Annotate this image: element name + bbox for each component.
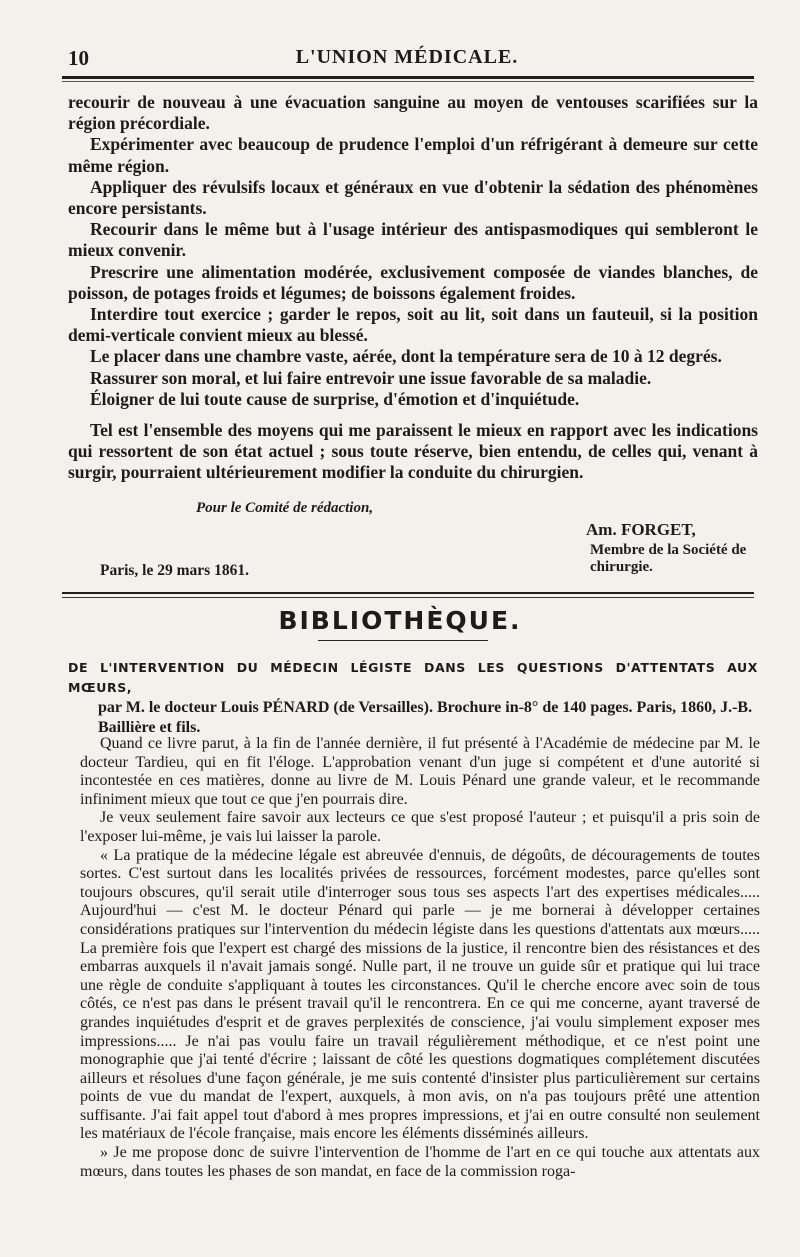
section-title: BIBLIOTHÈQUE. [278,606,522,635]
review-text [80,735,760,1181]
recommendation: Recourir dans le même but à l'usage intérieur des antispasmodiques qui sembleront le mieux convenir. [68,219,758,261]
page-number: 10 [68,46,89,70]
recommendation: Prescrire une alimentation modérée, exclusivement composée de viandes blanches, de poisson, de potages froids et légumes; de boissons également froides. [68,261,758,303]
header-rule [62,76,754,79]
recommendation: recourir de nouveau à une évacuation sanguine au moyen de ventouses scarifiées sur la région précordiale. [68,92,758,134]
header-rule-thin [62,81,754,82]
committee-line: Pour le Comité de rédaction, [196,500,374,516]
recommendation: Appliquer des révulsifs locaux et généraux en vue d'obtenir la sédation des phénomènes encore persistants. [68,176,758,219]
review-paragraph: Je veux seulement faire savoir aux lecteurs ce que s'est proposé l'auteur ; et puisqu'il a pris soin de l'exposer lui-même, je vais lui laisser la parole. [80,809,760,845]
signature-block [68,500,758,590]
recommendation: Expérimenter avec beaucoup de prudence l'emploi d'un réfrigérant à demeure sur cette même région. [68,134,758,176]
recommendation: Le placer dans une chambre vaste, aérée, dont la température sera de 10 à 12 degrés. [90,346,722,367]
review-paragraph: Quand ce livre parut, à la fin de l'année dernière, il fut présenté à l'Académie de médecine par M. le docteur Tardieu, qui en fit l'éloge. L'approbation venant d'un juge si compétent et d'une autorité si incontestée en ces matières, donne au livre de M. Louis Pénard une grande valeur, et le recommande infiniment mieux que tout ce que j'en pourrais dire. [80,735,760,808]
signature-author: Am. FORGET, [586,520,696,539]
book-entry [68,658,758,738]
recommendation: Éloigner de lui toute cause de surprise, d'émotion et d'inquiétude. [90,388,580,409]
page-header [62,44,752,76]
signature-membership: Membre de la Société de chirurgie. [590,542,747,575]
recommendation: Rassurer son moral, et lui faire entrevoir une issue favorable de sa maladie. [90,367,652,388]
review-paragraph: » Je me propose donc de suivre l'intervention de l'homme de l'art en ce qui touche aux attentats aux mœurs, dans toutes les phases de son mandat, en face de la commission roga- [80,1144,760,1180]
recommendation: Interdire tout exercice ; garder le repos, soit au lit, soit dans un fauteuil, si la position demi-verticale convient mieux au blessé. [68,304,758,346]
book-reference: par M. le docteur Louis PÉNARD (de Versailles). Brochure in-8° de 140 pages. Paris, 1860, J.-B. Baillière et fils. [98,699,753,736]
review-paragraph: « La pratique de la médecine légale est abreuvée d'ennuis, de dégoûts, de découragements de toutes sortes. C'est surtout dans les localités privées de ressources, forcément modestes, parce qu'elles sont toujours obscures, qu'il serait utile d'interroger sous tous ses aspects l'art des expertises médicales..... Aujourd'hui — c'est M. le docteur Pénard qui parle — je me bornerai à développer certaines considérations pratiques sur l'intervention du médecin légiste dans les questions d'attentats aux mœurs..... La première fois que l'expert est chargé des missions de la justice, il rencontre bien des résistances et des embarras auxquels il n'avait jamais songé. Nulle part, il ne trouve un guide sûr et pratique qui lui trace une règle de conduite s'appliquant à toutes les circonstances. Qu'il le cherche encore avec soin de tous côtés, ce n'est pas dans le présent travail qu'il le rencontrera. En ce qui me concerne, ayant traversé de grandes inquiétudes d'esprit et de graves perplexités de conscience, j'ai voulu simplement exposer mes impressions..... Je n'ai pas voulu faire un travail régulièrement méthodique, et ce n'est point une monographie que j'ai tenté d'écrire ; laissant de côté les questions dogmatiques complétement discutées ailleurs et résolues d'une façon générale, je me suis contenté d'insister plus particulièrement sur certains points de vue du mandat de l'expert, auxquels, à mon avis, on n'a pas toujours prêté une attention suffisante. J'ai fait appel tout d'abord à mes propres impressions, et j'ai en outre consulté non seulement les matériaux de l'école française, mais encore les éléments disséminés ailleurs. [80,846,760,1143]
recommendations-block [68,92,758,484]
conclusion-paragraph: Tel est l'ensemble des moyens qui me paraissent le mieux en rapport avec les indications qui ressortent de son état actuel ; sous toute réserve, bien entendu, de celles qui, venant à surgir, pourraient ultérieurement modifier la conduite du chirurgien. [68,420,758,483]
book-title: DE L'INTERVENTION DU MÉDECIN LÉGISTE DANS LES QUESTIONS D'ATTENTATS AUX MŒURS, [68,660,758,695]
running-title: L'UNION MÉDICALE. [295,46,519,68]
place-date: Paris, le 29 mars 1861. [100,562,249,579]
title-underline [318,640,488,641]
section-rule [62,592,754,594]
section-rule-thin [62,597,754,598]
